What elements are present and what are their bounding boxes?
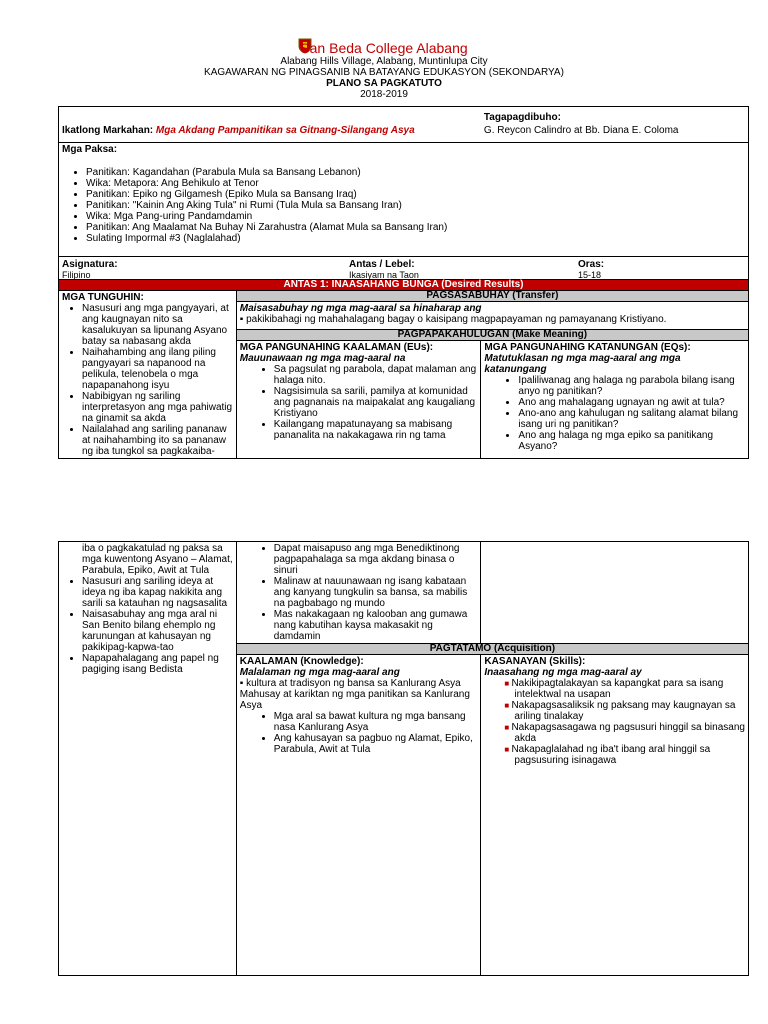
eu-cell [236, 341, 481, 459]
eq-item: • Ano-ano ang kahulugan ng salitang alamat bilang isang uri ng panitikan? [518, 408, 745, 430]
topics-list [62, 167, 745, 244]
eu-list [240, 364, 478, 441]
department: KAGAWARAN NG PINAGSANIB NA BATAYANG EDUKASYON (SEKONDARYA) [204, 67, 564, 78]
goals-cont-cell [59, 542, 237, 976]
topic-item: • Panitikan: Kagandahan (Parabula Mula sa Bansang Lebanon) [86, 167, 745, 178]
goals-list-continued [62, 576, 233, 675]
eu-list-continued [240, 543, 478, 642]
eq-header: MGA PANGUNAHING KATANUNGAN (EQs): [484, 342, 691, 353]
knowledge-item: • Ang kahusayan sa pagbuo ng Alamat, Epiko, Parabula, Awit at Tula [274, 733, 478, 755]
quarter-cell [59, 107, 481, 143]
skill-item: ■ Nakapagsasaliksik ng paksang may kaugnayan sa ariling tinalakay [504, 700, 736, 722]
red-bullet-icon: ■ [504, 701, 512, 710]
subject-value: Filipino [62, 270, 91, 280]
eq-item: • Ano ang halaga ng mga epiko sa panitikang Asyano? [518, 430, 745, 452]
eq-list [484, 375, 745, 452]
topics-cell [59, 143, 749, 257]
goal-item: • Nasusuri ang mga pangyayari, at ang kaugnayan nito sa kasalukuyan sa lipunang Asyano batay sa nabasang akda [82, 303, 233, 347]
quarter-label: Ikatlong Markahan: [62, 125, 154, 136]
eq-cont-cell [481, 542, 749, 644]
eq-item: • Ano ang mahalagang ugnayan ng awit at tula? [518, 397, 745, 408]
goals-cell [59, 291, 237, 459]
skills-lead: Inaasahang ng mga mag-aaral ay [484, 667, 642, 678]
eq-cell [481, 341, 749, 459]
hours-value: 15-18 [578, 270, 602, 280]
transfer-lead: Maisasabuhay ng mga mag-aaral sa hinaharap ang [239, 303, 482, 314]
plan-title: PLANO SA PAGKATUTO [326, 78, 442, 89]
school-year: 2018-2019 [360, 89, 408, 100]
goal-item: • Nasusuri ang sariling ideya at ideya ng iba kapag nakikita ang sarili sa katauhan ng nagsasalita [82, 576, 233, 609]
red-bullet-icon: ■ [504, 723, 512, 732]
topic-item: • Panitikan: "Kainin Ang Aking Tula" ni Rumi (Tula Mula sa Bansang Iran) [86, 200, 745, 211]
eu-item: • Dapat maisapuso ang mga Benediktinong pagpapahalaga sa mga akdang binasa o sinuri [274, 543, 478, 576]
author-value: G. Reycon Calindro at Bb. Diana E. Coloma [483, 125, 679, 136]
plan-table-page2 [58, 541, 749, 976]
red-bullet-icon: ■ [504, 745, 512, 754]
eq-lead: Matutuklasan ng mga mag-aaral ang mga katanungang [484, 353, 681, 375]
acquisition-header: PAGTATAMO (Acquisition) [236, 644, 748, 655]
info-cell [59, 257, 749, 280]
goal-item: • Naihahambing ang ilang piling pangyayari sa napanood na pelikula, telenobela o mga napapanahong isyu [82, 347, 233, 391]
transfer-cell [236, 302, 748, 330]
knowledge-lead: Malalaman ng mga mag-aaral ang [239, 667, 400, 678]
red-bullet-icon: ■ [504, 679, 512, 688]
eu-cont-cell [236, 542, 481, 644]
skills-header: KASANAYAN (Skills): [484, 656, 586, 667]
stage1-bar: ANTAS 1: INAASAHANG BUNGA (Desired Results) [59, 280, 749, 291]
school-address: Alabang Hills Village, Alabang, Muntinlupa City [280, 56, 488, 67]
skill-item: ■ Nakikipagtalakayan sa kapangkat para sa isang intelektwal na usapan [504, 678, 724, 700]
topic-item: • Wika: Metapora: Ang Behikulo at Tenor [86, 178, 745, 189]
knowledge-item: • Mga aral sa bawat kultura ng mga bansang nasa Kanlurang Asya [274, 711, 478, 733]
author-cell [481, 107, 749, 143]
eu-item: • Malinaw at nauunawaan ng isang kabataan ang kanyang tungkulin sa bansa, sa mabilis na pagbabago ng mundo [274, 576, 478, 609]
level-label: Antas / Lebel: [349, 259, 415, 270]
school-name: San Beda College Alabang [300, 40, 468, 56]
eu-item: • Kailangang mapatunayang sa mabisang pananalita na nakakagawa rin ng tama [274, 419, 478, 441]
author-label: Tagapagdibuho: [483, 112, 561, 123]
goal-item: • Nabibigyan ng sariling interpretasyon ang mga pahiwatig na ginamit sa akda [82, 391, 233, 424]
quarter-value: Mga Akdang Pampanitikan sa Gitnang-Silangang Asya [155, 125, 415, 136]
knowledge-bullet: ▪ kultura at tradisyon ng bansa sa Kanlurang Asya Mahusay at kariktan ng mga panitikan sa Kanlurang Asya [239, 678, 470, 711]
skills-list [484, 678, 745, 766]
transfer-item: ▪ pakikibahagi ng mahahalagang bagay o kaisipang magpapayaman ng pamayanang Kristiyano. [239, 314, 667, 325]
plan-table-page1 [58, 106, 749, 459]
eu-item: • Nagsisimula sa sarili, pamilya at komunidad ang pagnanais na maipakalat ang kaugaliang Kristiyano [274, 386, 478, 419]
skills-cell [481, 655, 749, 976]
skill-item: ■ Nakapagsasagawa ng pagsusuri hinggil sa binasang akda [504, 722, 745, 744]
goal-item: • Napapahalagang ang papel ng pagiging isang Bedista [82, 653, 233, 675]
topic-item: • Sulating Impormal #3 (Naglalahad) [86, 233, 745, 244]
goals-list [62, 303, 233, 457]
transfer-header: PAGSASABUHAY (Transfer) [236, 291, 748, 302]
hours-label: Oras: [578, 259, 605, 270]
topic-item: • Wika: Mga Pang-uring Pandamdamin [86, 211, 745, 222]
eu-header: MGA PANGUNAHING KAALAMAN (EUs): [239, 342, 434, 353]
knowledge-header: KAALAMAN (Knowledge): [239, 656, 364, 667]
goal-item: • Naisasabuhay ang mga aral ni San Benito bilang ehemplo ng karunungan at kahusayan ng pakikipag-kapwa-tao [82, 609, 233, 653]
skill-item: ■ Nakapaglalahad ng iba't ibang aral hinggil sa pagsusuring isinagawa [504, 744, 711, 766]
eq-item: • Ipaliliwanag ang halaga ng parabola bilang isang anyo ng panitikan? [518, 375, 745, 397]
goals-continued-text: iba o pagkakatulad ng paksa sa mga kuwentong Asyano – Alamat, Parabula, Epiko, Awit at Tula [82, 543, 233, 576]
topic-item: • Panitikan: Ang Maalamat Na Buhay Ni Zarahustra (Alamat Mula sa Bansang Iran) [86, 222, 745, 233]
eu-item: • Mas nakakagaan ng kalooban ang gumawa nang kabutihan kaysa makasakit ng damdamin [274, 609, 478, 642]
eu-lead: Mauunawaan ng mga mag-aaral na [239, 353, 406, 364]
goals-label: MGA TUNGUHIN: [62, 292, 144, 303]
meaning-header: PAGPAPAKAHULUGAN (Make Meaning) [236, 330, 748, 341]
knowledge-cell [236, 655, 481, 976]
level-value: Ikasiyam na Taon [349, 270, 419, 280]
topic-item: • Panitikan: Epiko ng Gilgamesh (Epiko Mula sa Bansang Iraq) [86, 189, 745, 200]
topics-label: Mga Paksa: [62, 144, 118, 155]
knowledge-list [240, 711, 478, 755]
subject-label: Asignatura: [62, 259, 118, 270]
goal-item: • Nailalahad ang sariling pananaw at naihahambing ito sa pananaw ng iba tungkol sa pagkakaiba- [82, 424, 233, 457]
eu-item: • Sa pagsulat ng parabola, dapat malaman ang halaga nito. [274, 364, 478, 386]
